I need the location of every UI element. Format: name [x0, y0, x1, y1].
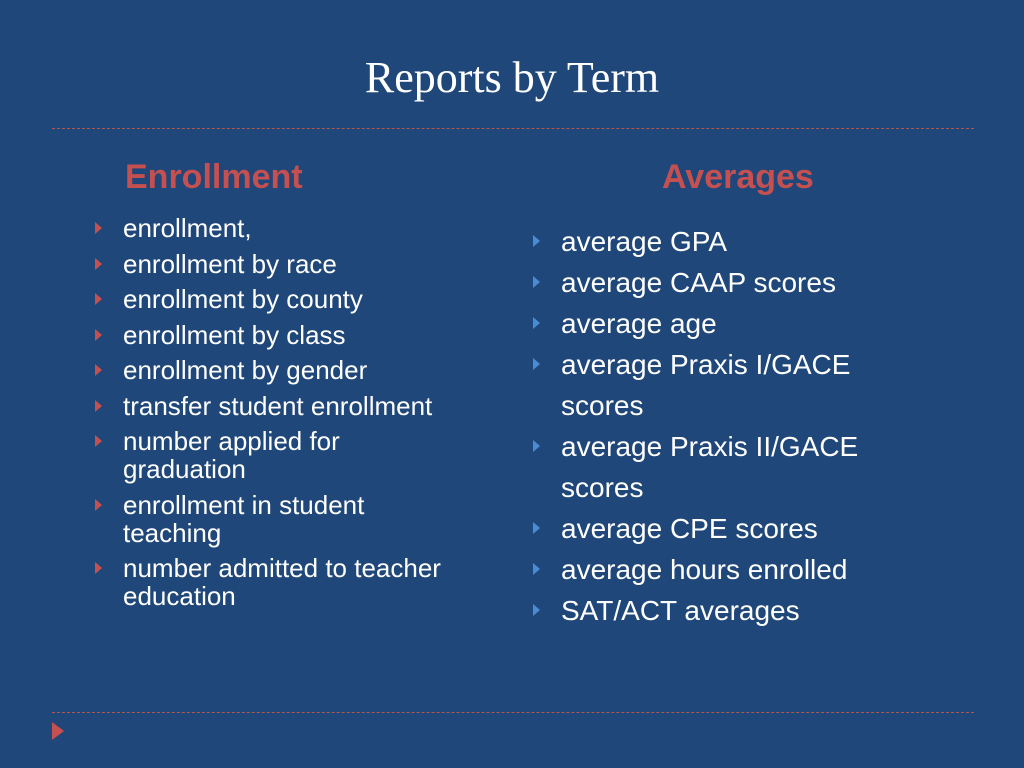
averages-list: [530, 221, 910, 631]
bullet-icon: [533, 358, 540, 370]
bullet-icon: [95, 400, 102, 412]
list-item-text: enrollment in student teaching: [123, 489, 365, 548]
list-item-text: number applied for graduation: [123, 426, 340, 484]
enrollment-list: [92, 214, 452, 618]
list-item-text: enrollment by class: [123, 319, 346, 350]
list-item-text: average CPE scores: [561, 513, 818, 544]
list-item: [92, 427, 452, 483]
top-divider: [52, 128, 974, 129]
list-item-text: enrollment,: [123, 213, 252, 243]
list-item-text: number admitted to teacher education: [123, 553, 441, 611]
bullet-icon: [533, 522, 540, 534]
bottom-divider: [52, 712, 974, 713]
list-item: [92, 356, 452, 384]
list-item: [92, 491, 452, 547]
slide-title: Reports by Term: [364, 53, 660, 102]
list-item: [92, 321, 452, 349]
bullet-icon: [95, 293, 102, 305]
list-item: [530, 303, 910, 344]
list-item: [92, 285, 452, 313]
averages-heading: Averages: [662, 158, 814, 196]
list-item: [92, 214, 452, 242]
list-item-text: average Praxis I/GACE scores: [561, 349, 851, 421]
bullet-icon: [533, 563, 540, 575]
enrollment-heading: Enrollment: [125, 158, 303, 196]
list-item: [530, 590, 910, 631]
bullet-icon: [533, 235, 540, 247]
next-slide-arrow-icon[interactable]: [52, 722, 64, 740]
list-item-text: average hours enrolled: [561, 554, 848, 585]
list-item-text: enrollment by gender: [123, 355, 368, 385]
bullet-icon: [95, 562, 102, 574]
list-item: [530, 426, 910, 508]
list-item: [92, 392, 452, 420]
list-item: [530, 549, 910, 590]
list-item-text: transfer student enrollment: [123, 390, 433, 421]
list-item-text: average age: [561, 308, 717, 339]
list-item: [92, 250, 452, 278]
list-item-text: enrollment by county: [123, 284, 363, 314]
bullet-icon: [95, 222, 102, 234]
bullet-icon: [95, 435, 102, 447]
bullet-icon: [533, 440, 540, 452]
list-item-text: average GPA: [561, 226, 728, 257]
list-item-text: enrollment by race: [123, 248, 337, 279]
bullet-icon: [95, 258, 102, 270]
list-item-text: SAT/ACT averages: [561, 595, 800, 626]
list-item: [530, 508, 910, 549]
list-item-text: average CAAP scores: [561, 267, 836, 298]
list-item: [530, 344, 910, 426]
bullet-icon: [95, 499, 102, 511]
list-item: [530, 262, 910, 303]
list-item: [530, 221, 910, 262]
list-item: [92, 554, 452, 610]
bullet-icon: [533, 317, 540, 329]
bullet-icon: [533, 604, 540, 616]
list-item-text: average Praxis II/GACE scores: [561, 431, 859, 503]
bullet-icon: [533, 276, 540, 288]
bullet-icon: [95, 364, 102, 376]
bullet-icon: [95, 329, 102, 341]
